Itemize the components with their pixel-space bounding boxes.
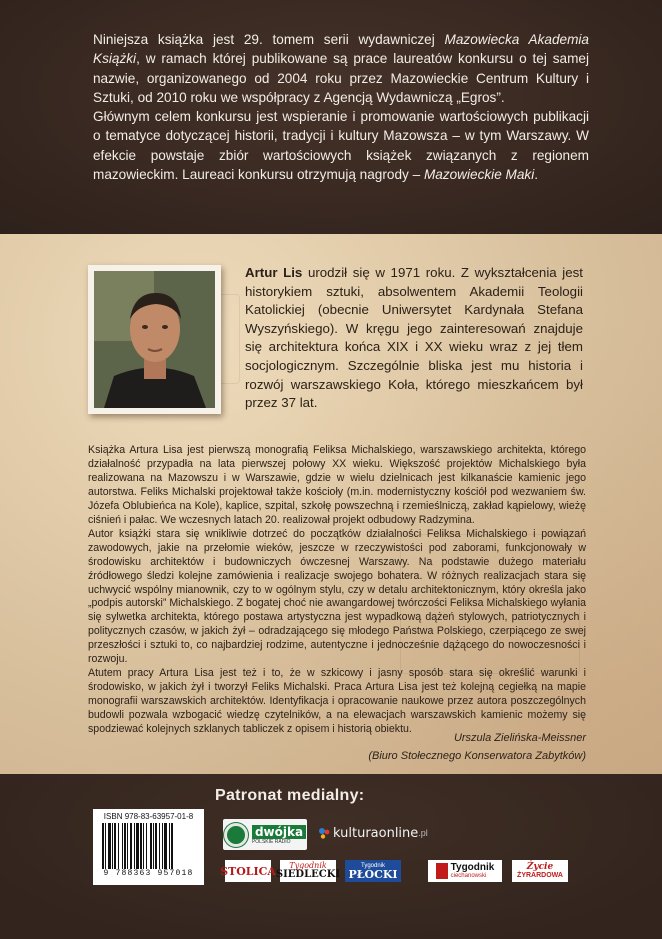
barcode-digits: 9 788363 957018 [103, 869, 194, 878]
review-paragraph-1: Książka Artura Lisa jest pierwszą monografią Feliksa Michalskiego, warszawskiego architekta, którego działalność przypadła na lata pierwszej połowy XX wieku. Większość projektów Michalskiego była realizowana na Mazowszu i w Warszawie, gdzie w wielu dzielnicach jest kilkanaście kamienic jego autorstwa. Feliks Michalski projektował także kościoły (m.in. modernistyczny kościół pod wezwaniem św. Józefa Oblubieńca na Kole), kaplice, szpital, szkołę powszechną i rzemieślniczą, zakład kąpielowy, wieżę ciśnień i pałac. We wczesnych latach 20. realizował projekt odbudowy Radzymina. [88, 444, 586, 526]
review-paragraph-2: Autor książki stara się wnikliwie dotrzeć do początków działalności Feliksa Michalskiego i powiązań zawodowych, jakie na przełomie wieków, jeszcze w rzeczywistości pod zaborami, funkcjonowały w środowisku architektów i budowniczych ówczesnej Warszawy. Na podstawie dużego materiału źródłowego śledzi kolejne zamówienia i realizacje swojego bohatera. W różnych realizacjach stara się uchwycić wspólny mianownik, czy to w ogólnym stylu, czy w detalu architektonicznym, który określa jako „podpis autorski” Michalskiego. Z bogatej choć nie awangardowej twórczości Feliksa Michalskiego wyłania się sylwetka architekta, którego postawa artystyczna jest wypadkową dążeń stylowych, patriotycznych i politycznych czasów, w jakich żył – odradzającego się młodego Państwa Polskiego, czerpiącego ze swej przeszłości i sztuki to, co najbardziej rodzime, autentyczne i jednocześnie dążącego do nowoczesności i rozwoju. [88, 527, 586, 666]
author-photo [88, 265, 221, 414]
author-bio-text: urodził się w 1971 roku. Z wykształcenia jest historykiem sztuki, absolwentem Akademii Teologii Katolickiej (obecnie Uniwersytet Kardynała Stefana Wyszyńskiego). W kręgu jego zainteresowań znajduje się architektura końca XIX i XX wieku wraz z jej tłem socjologicznym. Szczególnie bliska jest mu historia i rozwój warszawskiego Koła, którego mieszkańcem był przez 37 lat. [245, 265, 583, 411]
kultura-dots-icon [318, 827, 330, 839]
review-paragraph-3: Atutem pracy Artura Lisa jest też i to, że w szkicowy i jasny sposób stara się określić warunki i środowisko, w jakich żył i tworzył Feliks Michalski. Praca Artura Lisa jest też kolejną cegiełką na mapie monografii warszawskich architektów. Identyfikacja i opracowanie naukowe przez autora poszczególnych budowli pozwala wzbogacić wiedzę czytelników, a na elewacjach warszawskich kamienic możemy się spodziewać kolejnych szklanych tabliczek z opisem i historią obiektu. [88, 667, 586, 736]
logo-zycie-zyrardowa: Życie ŻYRARDOWA [512, 860, 568, 882]
intro-text [93, 30, 589, 184]
dwojka-circle-icon [224, 823, 248, 847]
review-text [88, 444, 586, 737]
reviewer-affiliation: (Biuro Stołecznego Konserwatora Zabytków) [368, 750, 586, 762]
logo-kulturaonline: kulturaonline .pl [318, 822, 450, 844]
intro-paragraph-2: Głównym celem konkursu jest wspieranie i promowanie wartościowych publikacji o tematyce dotyczącej historii, tradycji i kultury Mazowsza – w tym Warszawy. W efekcie powstaje zbiór wartościowych książek związanych z regionem mazowieckim. Laureaci konkursu otrzymują nagrody – Mazowieckie Maki. [93, 109, 589, 183]
author-name: Artur Lis [245, 265, 303, 280]
isbn-barcode [93, 809, 204, 885]
barcode-icon [100, 823, 198, 869]
reviewer-name: Urszula Zielińska-Meissner [453, 732, 586, 744]
isbn-number: ISBN 978-83-63957-01-8 [103, 812, 194, 821]
portrait-icon [94, 271, 215, 408]
logo-tygodnik-ciechanowski: Tygodnik ciechanowski [428, 860, 502, 882]
author-portrait [94, 271, 215, 408]
logo-tygodnik-plocki: Tygodnik PŁOCKI [345, 860, 401, 882]
review-signature [368, 729, 586, 765]
logo-stolica: STOLICA [225, 860, 271, 882]
intro-paragraph-1: Niniejsza książka jest 29. tomem serii wydawniczej Mazowiecka Akademia Książki, w ramach której publikowane są prace laureatów konkursu o tej samej nazwie, organizowanego od 2004 roku przez Mazowieckie Centrum Kultury i Sztuki, od 2010 roku we współpracy z Agencją Wydawniczą „Egros”. [93, 32, 589, 105]
ciechanowski-mark-icon [436, 863, 448, 879]
logo-tygodnik-siedlecki: Tygodnik SIEDLECKI [275, 861, 341, 880]
author-bio [245, 264, 583, 413]
logo-dwojka: dwójka POLSKIE RADIO [223, 819, 307, 850]
patronage-title: Patronat medialny: [215, 787, 365, 804]
